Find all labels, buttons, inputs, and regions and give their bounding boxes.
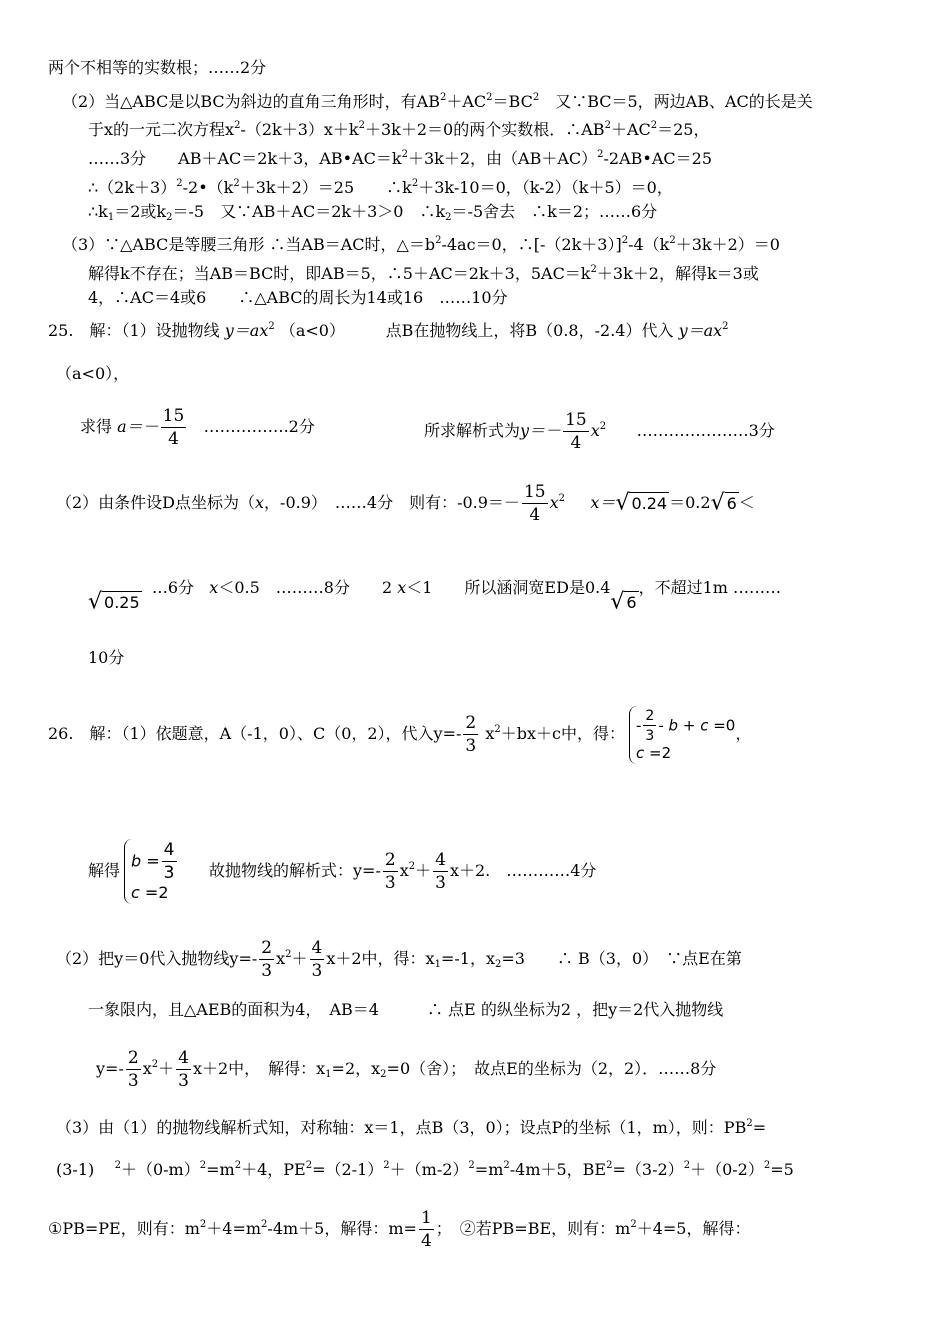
fraction: $\frac{15}{4}$: [565, 409, 587, 453]
text-line: 解得k不存在；当AB＝BC时，即AB＝5，∴5＋AC＝2k＋3，$5AC=k^2+3k+2$，解得k＝3或: [88, 264, 759, 283]
fraction: $\frac{2}{3}$: [384, 849, 396, 893]
square-root: √ 6: [710, 490, 737, 516]
text-line: （2）当△ABC是以BC为斜边的直角三角形时，有$AB^2+AC^2=BC^2$ 又∵BC＝5，两边AB、AC的长是关: [62, 92, 813, 111]
text-line: 4，∴AC＝4或6 ∴△ABC的周长为14或16 ……10分: [88, 288, 508, 307]
text-line: $\therefore k_1=2$或$k_2=-5$ 又∵AB＋AC＝2k＋3＞0 $\therefore k_2=-5$舍去 ∴k＝2；……6分: [88, 202, 658, 223]
fraction: $\frac{2}{3}$: [127, 1047, 139, 1091]
fraction: $\frac{1}{4}$: [420, 1207, 432, 1251]
square-root: √ 0.25: [88, 589, 140, 615]
text-line: 26. 解：（1）依题意，A（-1，0）、C（0，2），代入y=- $\frac{2}{3}$ $x^2+bx+c$中，得： - $\frac{2}{3}$ - b + c =0 c =2 ，: [48, 707, 752, 762]
fraction: $\frac{2}{3}$: [465, 712, 477, 756]
text-line: ……3分 AB＋AC＝2k＋3，$AB•AC=k^2+3k+2$，由$(AB+AC)^2-2AB•AC=25$: [88, 149, 713, 168]
text-line: (3-1) $^2+(0-m)^2=m^2+4$，$PE^2=(2-1)^2+(m-2)^2=m^2-4m+5$，$BE^2=(3-2)^2+(0-2)^2=5$: [56, 1160, 794, 1179]
text-line: （2）把y＝0代入抛物线y=- $\frac{2}{3}$ $x^2+$ $\frac{4}{3}$ x＋2中，得：$x_1=-1$，$x_2=3$ ∴ B（3，0） ∵点E在第: [56, 937, 742, 981]
text-line: 一象限内，且△AEB的面积为4， AB＝4 ∴ 点E 的纵坐标为2 ，把y＝2代入抛物线: [88, 1000, 724, 1019]
fraction: $\frac{15}{4}$: [162, 405, 185, 449]
text-line: $\therefore(2k+3)^2-2•(k^2+3k+2)=25$ $\therefore k^2+3k-10=0$，（k-2）（k＋5）＝0，: [88, 178, 673, 197]
fraction: $\frac{4}{3}$: [435, 849, 446, 893]
text-line: 10分: [88, 648, 125, 667]
text-line: （2）由条件设D点坐标为（x，-0.9） ……4分 则有：-0.9＝－ $\frac{15}{4}$ $x^2$ x＝√ 0.24 ＝0.2√ 6 ＜: [56, 476, 755, 527]
text-line: （3）由（1）的抛物线解析式知，对称轴：x＝1，点B（3，0）；设点P的坐标（1，m），则：$PB^2=$: [56, 1118, 767, 1137]
square-root: √ 6: [610, 589, 637, 615]
text-line: 解得 b = $\frac{4}{3}$ c =2 故抛物线的解析式：y=- $\frac{2}{3}$ $x^2+$ $\frac{4}{3}$ x＋2. …………4分: [88, 840, 597, 902]
equation-system: b = $\frac{4}{3}$ c =2: [124, 839, 178, 904]
text-line: （a<0），: [56, 364, 130, 383]
text-line: 于x的一元二次方程$x^2-(2k+3)x+k^2+3k+2=0$的两个实数根．$\therefore AB^2+AC^2=25$，: [88, 120, 710, 139]
text-line: ①PB=PE，则有：$m^2+4=m^2-4m+5$，解得：m= $\frac{1}{4}$ ； ②若PB=BE，则有：$m^2+4=5$，解得：: [48, 1207, 751, 1251]
fraction: $\frac{4}{3}$: [311, 937, 323, 981]
text-line: y=- $\frac{2}{3}$ $x^2+$ $\frac{4}{3}$ x＋2中， 解得：$x_1=2$，$x_2=0$（舍）； 故点E的坐标为（2，2）．……8分: [96, 1047, 717, 1091]
text-line: 所求解析式为y＝－ $\frac{15}{4}$ $x^2$ …………………3分: [424, 409, 775, 453]
text-line: √ 0.25 …6分 x＜0.5 ………8分 2 x＜1 所以涵洞宽ED是0.4√ 6，不超过1m ………: [88, 568, 781, 623]
fraction: $\frac{15}{4}$: [523, 481, 546, 525]
square-root: √ 0.24: [615, 490, 668, 516]
text-line: 两个不相等的实数根；……2分: [48, 58, 267, 77]
text-line: （3）∵△ABC是等腰三角形 ∴当AB＝AC时，$\triangle=b^2-4ac=0$，$\therefore[-(2k+3)]^2-4(k^2+3k+2)=0$: [62, 235, 780, 254]
equation-system: - $\frac{2}{3}$ - b + c =0 c =2: [629, 706, 735, 764]
text-line: 25. 解：（1）设抛物线 $y=ax^2$ （a<0） 点B在抛物线上，将B（0.8，-2.4）代入 $y=ax^2$: [48, 321, 729, 340]
fraction: $\frac{2}{3}$: [261, 937, 273, 981]
fraction: $\frac{4}{3}$: [178, 1047, 189, 1091]
text-line: 求得 a＝－ $\frac{15}{4}$ …………….2分: [80, 405, 315, 449]
